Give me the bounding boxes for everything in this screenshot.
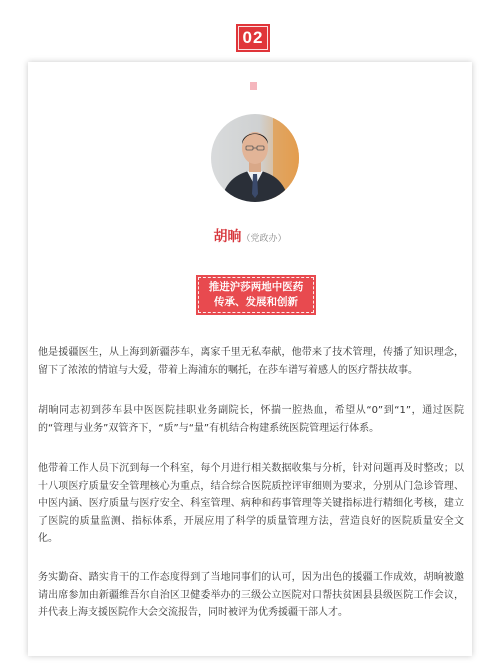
title-line-2: 传承、发展和创新 [214,296,298,308]
paragraph-1: 他是援疆医生，从上海到新疆莎车，离家千里无私奉献，他带来了技术管理，传播了知识理念，留下了浓浓的情谊与大爱，带着上海浦东的嘱托，在莎车谱写着感人的医疗帮扶故事。 [38,347,464,376]
decorative-dot [250,82,257,90]
section-number-badge: 02 [236,24,270,52]
paragraph-3: 他带着工作人员下沉到每一个科室，每个月进行相关数据收集与分析，针对问题再及时整改；以十八项医疗质量安全管理核心为重点，结合综合医院质控评审细则为要求，分别从门急诊管理、中医内涵、医疗质量与医疗安全、科室管理、病种和药事管理等关键指标进行精细化考核，建立了医院的质量监测、指标体系，开展应用了科学的质量管理方法，营造良好的医院质量安全文化。 [38,463,464,544]
title-line-1: 推进沪莎两地中医药 [208,281,304,293]
profile-department: （党政办） [241,234,287,244]
paragraph-4: 务实勤奋、踏实肯干的工作态度得到了当地同事们的认可，因为出色的援疆工作成效，胡晌被邀请出席参加由新疆维吾尔自治区卫健委举办的三级公立医院对口帮扶贫困县县级医院工作会议，并代表上海支援医院作大会交流报告，同时被评为优秀援疆干部人才。 [38,572,464,618]
section-title-box [196,275,316,315]
avatar [211,114,299,202]
paragraph-2: 胡晌同志初到莎车县中医医院挂职业务副院长，怀揣一腔热血，希望从“0”到“1”，通过医院的“管理与业务”双管齐下，“质”与“量”有机结合构建系统医院管理运行体系。 [38,405,464,434]
profile-name-line [28,226,472,246]
profile-card [28,62,472,656]
profile-name: 胡晌 [213,229,242,245]
